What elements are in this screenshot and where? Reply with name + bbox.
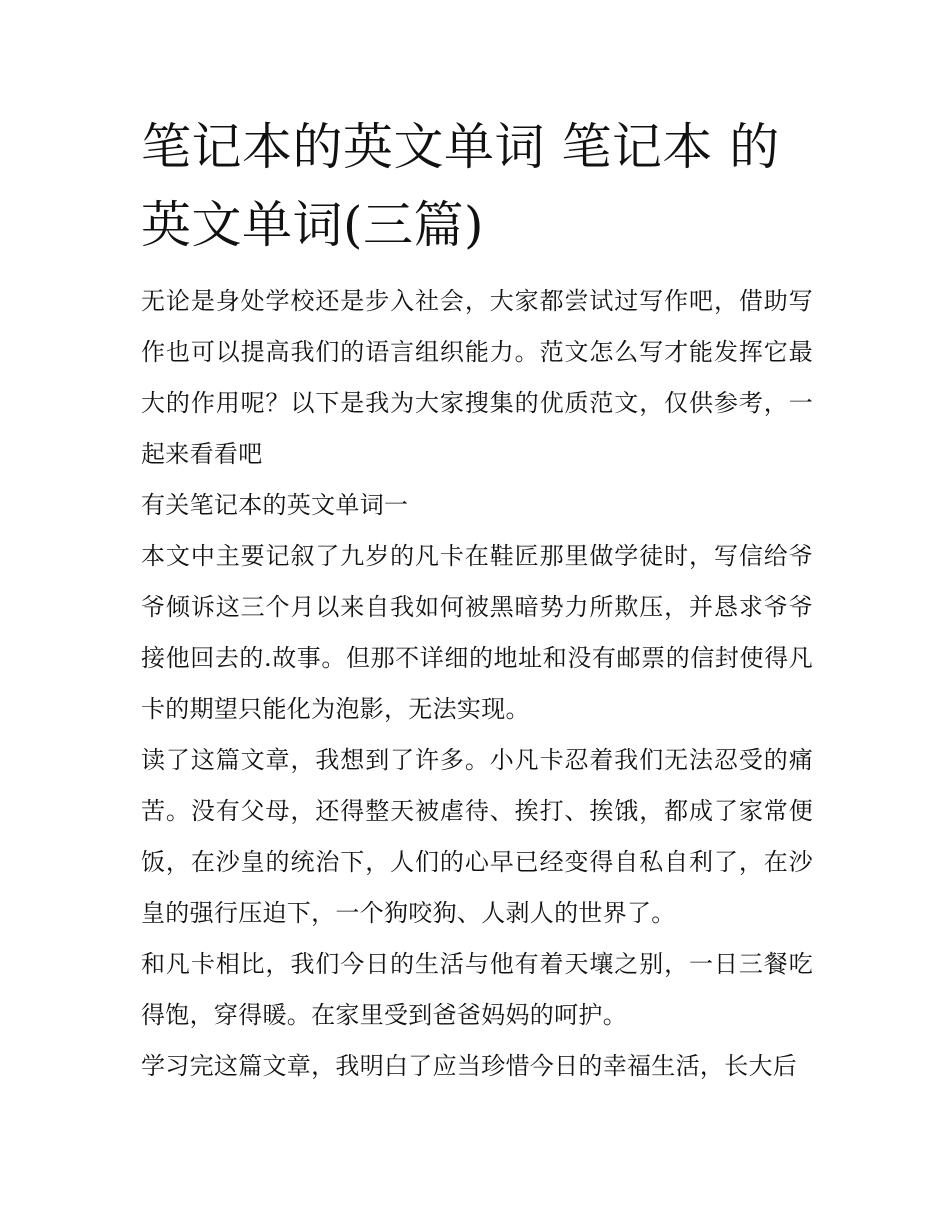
section-heading: 有关笔记本的英文单词一 bbox=[141, 491, 409, 519]
paragraph-comparison: 和凡卡相比，我们今日的生活与他有着天壤之别，一日三餐吃得饱，穿得暖。在家里受到爸爸妈妈的呵护。 bbox=[141, 950, 813, 1029]
paragraph-summary: 本文中主要记叙了九岁的凡卡在鞋匠那里做学徒时，写信给爷爷倾诉这三个月以来自我如何被黑暗势力所欺压，并恳求爷爷接他回去的.故事。但那不详细的地址和没有邮票的信封使得凡卡的期望只能化为泡影，无法实现。 bbox=[141, 542, 813, 723]
document-title: 笔记本的英文单词 笔记本 的英文单词(三篇) bbox=[141, 118, 780, 254]
document-page bbox=[141, 108, 813, 1092]
paragraph-intro: 无论是身处学校还是步入社会，大家都尝试过写作吧，借助写作也可以提高我们的语言组织能力。范文怎么写才能发挥它最大的作用呢？以下是我为大家搜集的优质范文，仅供参考，一起来看看吧 bbox=[141, 287, 813, 468]
paragraph-reflection: 读了这篇文章，我想到了许多。小凡卡忍着我们无法忍受的痛苦。没有父母，还得整天被虐待、挨打、挨饿，都成了家常便饭，在沙皇的统治下，人们的心早已经变得自私自利了，在沙皇的强行压迫下，一个狗咬狗、人剥人的世界了。 bbox=[141, 746, 813, 927]
paragraph-conclusion: 学习完这篇文章，我明白了应当珍惜今日的幸福生活，长大后 bbox=[141, 1052, 798, 1080]
